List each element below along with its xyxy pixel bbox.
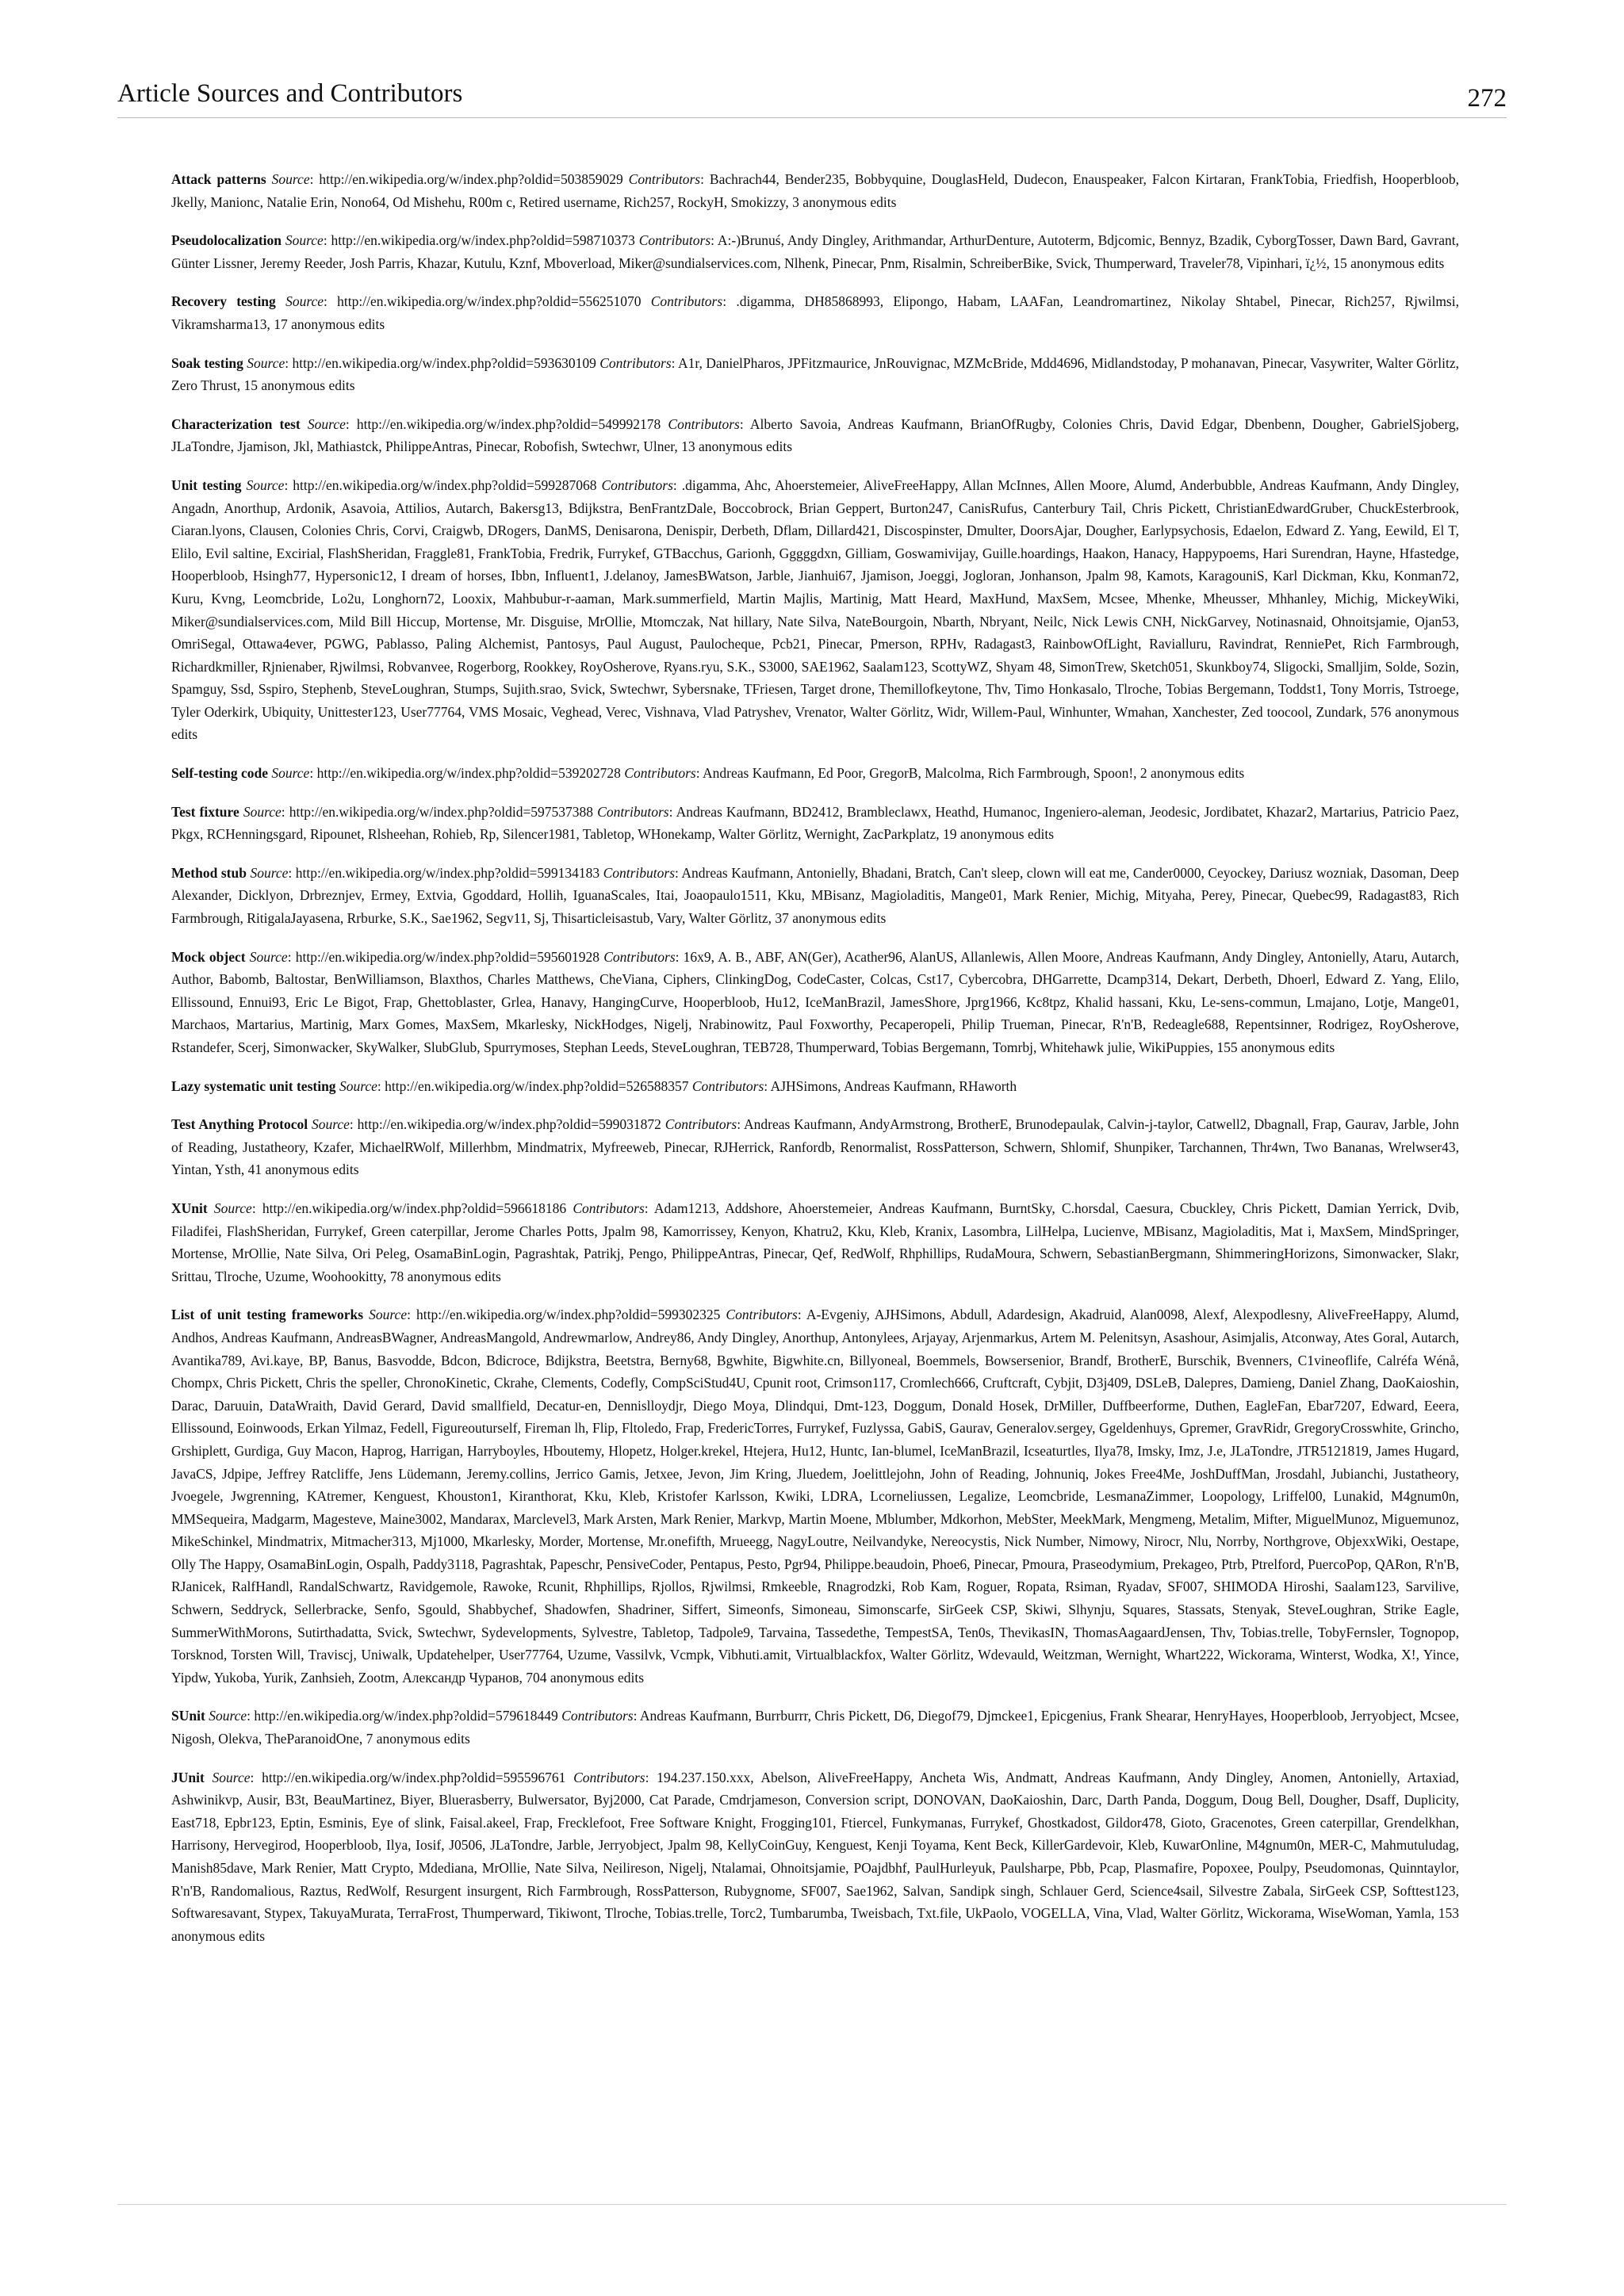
source-label: Source bbox=[307, 415, 346, 432]
source-url: http://en.wikipedia.org/w/index.php?oldid=596618186 bbox=[262, 1200, 567, 1216]
contributors-label: Contributors bbox=[668, 415, 740, 432]
article-entry: SUnit Source: http://en.wikipedia.org/w/index.php?oldid=579618449 Contributors: Andreas Kaufmann, Burrburrr, Chris Pickett, D6, Diegof79, Djmckee1, Epicgenius, Frank Shearar, HenryHayes, Hooperbloob, Jerryobject, Mcsee, Nigosh, Olekva, TheParanoidOne, 7 anonymous edits bbox=[171, 1708, 1459, 1747]
article-title: Soak testing bbox=[171, 354, 243, 371]
source-url: http://en.wikipedia.org/w/index.php?oldid=599287068 bbox=[293, 476, 597, 493]
article-entry: Lazy systematic unit testing Source: http://en.wikipedia.org/w/index.php?oldid=526588357 Contributors: AJHSimons, Andreas Kaufmann, RHaworth bbox=[171, 1077, 1017, 1094]
contributors-list: Adam1213, Addshore, Ahoerstemeier, Andreas Kaufmann, BurntSky, C.horsdal, Caesura, Cbuckley, Chris Pickett, Damian Yerrick, Dvib, Filadifei, FlashSheridan, Furrykef, Green caterpillar, Jerome Charles Potts, Jpalm 98, Kamorrissey, Kenyon, Khatru2, Kku, Kleb, Kranix, Lasombra, LilHelpa, Lucienve, MBisanz, Magioladitis, Mat i, MaxSem, MindSpringer, Mortense, MrOllie, Nate Silva, Ori Peleg, OsamaBinLogin, Pagrashtak, Patrikj, Pengo, PhilippeAntras, Pinecar, Qef, RedWolf, Rhphillips, RudaMoura, Schwern, SebastianBergmann, ShimmeringHorizons, Simonwacker, Slakr, Srittau, Tlroche, Uzume, Woohookitty, 78 anonymous edits bbox=[171, 1200, 1459, 1284]
article-title: Lazy systematic unit testing bbox=[171, 1077, 336, 1094]
contributors-list: 16x9, A. B., ABF, AN(Ger), Acather96, AlanUS, Allanlewis, Allen Moore, Andreas Kaufmann, Andy Dingley, Antonielly, Ataru, Autarch, Author, Babomb, Baltostar, BenWilliamson, Blaxthos, Charles Matthews, CheViana, Ciphers, ClinkingDog, CodeCaster, Colcas, Cst17, Cybercobra, DHGarrette, Dcamp314, Dekart, Derbeth, Dhoerl, Edward Z. Yang, Elilo, Ellissound, Ennui93, Eric Le Bigot, Frap, Ghettoblaster, Grlea, Hanavy, HangingCurve, Hooperbloob, Hu12, IceManBrazil, JamesShore, Jprg1966, Kc8tpz, Khalid hassani, Kku, Le-sens-commun, Lmajano, Lotje, Mange01, Marchaos, Martarius, Martinig, Marx Gomes, MaxSem, Mkarlesky, NickHodges, Nigelj, Nrabinowitz, Paul Foxworthy, Pecaperopeli, Philip Trueman, Pinecar, R'n'B, Redeagle688, Repentsinner, Rodrigez, RoyOsherove, Rstandefer, Scerj, Simonwacker, SkyWalker, SlubGlub, Spurrymoses, Stephan Leeds, SteveLoughran, TEB728, Thumperward, Tobias Bergemann, Tomrbj, Whitehawk julie, WikiPuppies, 155 anonymous edits bbox=[171, 948, 1459, 1055]
contributors-label: Contributors bbox=[603, 864, 676, 881]
contributors-list: Alberto Savoia, Andreas Kaufmann, BrianOfRugby, Colonies Chris, David Edgar, Dbenbenn, Dougher, GabrielSjoberg, JLaTondre, Jjamison, Jkl, Mathiastck, PhilippeAntras, Pinecar, Robofish, Swtechwr, Ulner, 13 anonymous edits bbox=[171, 415, 1459, 455]
source-label: Source bbox=[285, 293, 324, 310]
contributors-label: Contributors bbox=[599, 354, 672, 371]
source-url: http://en.wikipedia.org/w/index.php?oldid=526588357 bbox=[385, 1077, 689, 1094]
contributors-list: .digamma, DH85868993, Elipongo, Habam, LAAFan, Leandromartinez, Nikolay Shtabel, Pinecar, Rich257, Rjwilmsi, Vikramsharma13, 17 anonymous edits bbox=[171, 293, 1459, 332]
contributors-label: Contributors bbox=[601, 476, 673, 493]
source-url: http://en.wikipedia.org/w/index.php?oldid=549992178 bbox=[356, 415, 661, 432]
article-entry: Recovery testing Source: http://en.wikipedia.org/w/index.php?oldid=556251070 Contributors: .digamma, DH85868993, Elipongo, Habam, LAAFan, Leandromartinez, Nikolay Shtabel, Pinecar, Rich257, Rjwilmsi, Vikramsharma13, 17 anonymous edits bbox=[171, 293, 1459, 332]
contributors-list: A:-)Brunuś, Andy Dingley, Arithmandar, ArthurDenture, Autoterm, Bdjcomic, Bennyz, Bzadik, CyborgTosser, Dawn Bard, Gavrant, Günter Lissner, Jeremy Reeder, Josh Parris, Khazar, Kutulu, Kznf, Mboverload, Miker@sundialservices.com, Nlhenk, Pinecar, Pnm, Risalmin, SchreiberBike, Svick, Thumperward, Traveler78, Vipinhari, ï¿½, 15 anonymous edits bbox=[171, 232, 1459, 271]
contributors-label: Contributors bbox=[597, 803, 669, 820]
article-sources-list bbox=[171, 168, 1459, 1963]
source-label: Source bbox=[213, 1200, 252, 1216]
source-url: http://en.wikipedia.org/w/index.php?oldid=597537388 bbox=[289, 803, 594, 820]
source-label: Source bbox=[246, 476, 285, 493]
contributors-list: A-Evgeniy, AJHSimons, Abdull, Adardesign, Akadruid, Alan0098, Alexf, Alexpodlesny, AliveFreeHappy, Alumd, Andhos, Andreas Kaufmann, AndreasBWagner, AndreasMangold, Andrewmarlow, Andrey86, Andy Dingley, Anorthup, Antonylees, Arjayay, Arjenmarkus, Artem M. Pelenitsyn, Asashour, Asimjalis, Atconway, Ates Goral, Autarch, Avantika789, Avi.kaye, BP, Banus, Basvodde, Bdcon, Bdicroce, Bdijkstra, Beetstra, Berny68, Bgwhite, Bigwhite.cn, Billyoneal, Boemmels, Bowsersenior, Brandf, BrotherE, Burschik, Bvenners, C1vineoflife, Calréfa Wénå, Chompx, Chris Pickett, Chris the speller, ChronoKinetic, Ckrahe, Clements, Codefly, CompSciStud4U, Cpunit root, Crimson117, Cromlech666, Cruftcraft, Cybjit, D3j409, DSLeB, Dalepres, Damieng, Daniel Zhang, DaoKaioshin, Darac, Daruuin, DataWraith, David Gerard, David smallfield, Decatur-en, Dennislloydjr, Diego Moya, Dlindqui, Dmt-123, Doggum, Donald Hosek, DrMiller, Duffbeerforme, Duthen, EagleFan, Ebar7207, Edward, Eeera, Ellissound, Eoinwoods, Erkan Yilmaz, Fedell, Figureouturself, Fireman lh, Flip, Fltoledo, Frap, FredericTorres, Furrykef, Fuzlyssa, GabiS, Gaurav, Generalov.sergey, Ggeldenhuys, Gpremer, GravRidr, GregoryCrosswhite, Grincho, Grshiplett, Gurdiga, Guy Macon, Haprog, Harrigan, Harryboyles, Hboutemy, Hlopetz, Holger.krekel, Htejera, Hu12, Huntc, Ian-blumel, IceManBrazil, Icseaturtles, Ilya78, Imsky, Imz, J.e, JLaTondre, JTR5121819, James Hugard, JavaCS, Jdpipe, Jeffrey Ratcliffe, Jens Lüdemann, Jeremy.collins, Jerrico Gamis, Jetxee, Jevon, Jim Kring, Jluedem, Joelittlejohn, John of Reading, Johnuniq, Jokes Free4Me, JoshDuffMan, Jrosdahl, Jubianchi, Justatheory, Jvoegele, Jwgrenning, KAtremer, Kenguest, Khouston1, Kiranthorat, Kku, Kleb, Kristofer Karlsson, Kwiki, LDRA, Lcorneliussen, Legalize, Leomcbride, LesmanaZimmer, Loopology, Lriffel00, Lunakid, M4gnum0n, MMSequeira, Madgarm, Magesteve, Maine3002, Mandarax, Marclevel3, Mark Arsten, Mark Renier, Markvp, Martin Moene, Mblumber, Mdkorhon, MebSter, MeekMark, Mengmeng, Metalim, Mifter, MiguelMunoz, Miguemunoz, MikeSchinkel, Mindmatrix, Mitmacher313, Mj1000, Mkarlesky, Morder, Mortense, Mr.onefifth, Mrueegg, NagyLoutre, Neilvandyke, Nereocystis, Nick Number, Nimowy, Nirocr, Nlu, Norrby, Northgrove, ObjexxWiki, Oestape, Olly The Happy, OsamaBinLogin, Ospalh, Paddy3118, Pagrashtak, Papeschr, PensiveCoder, Pentapus, Pesto, Pgr94, Philippe.beaudoin, Phoe6, Pinecar, Pmoura, Praseodymium, Prekageo, Ptrb, Ptrelford, PuercoPop, QARon, R'n'B, RJanicek, RalfHandl, RandalSchwartz, Ravidgemole, Rawoke, Rcunit, Rhphillips, Rjollos, Rjwilmsi, Rmkeeble, Rnagrodzki, Rob Kam, Roguer, Ropata, Rsiman, Ryadav, SF007, SHIMODA Hiroshi, Saalam123, Sarvilive, Schwern, Seddryck, Sellerbracke, Senfo, Sgould, Shabbychef, Shadowfen, Shadriner, Siffert, Simeonfs, Simoneau, Simonscarfe, SirGeek CSP, Skiwi, Slhynju, Squares, Stassats, Stenyak, SteveLoughran, Strike Eagle, SummerWithMorons, Sutirthadatta, Svick, Swtechwr, Sydevelopments, Sylvestre, Tabletop, Tadpole9, Tarvaina, Tassedethe, TempestSA, Ten0s, ThevikasIN, ThomasAagaardJensen, Thv, Tobias.trelle, TobyFernsler, Tognopop, Torsknod, Torsten Will, Traviscj, Uniwalk, Updatehelper, User77764, Uzume, Vassilvk, Vcmpk, Vibhuti.amit, Virtualblackfox, Walter Görlitz, Wdevauld, Weitzman, Wernight, Whart222, Wickorama, Winterst, Wodka, X!, Yince, Yipdw, Yukoba, Yurik, Zanhsieh, Zootm, Александр Чуранов, 704 anonymous edits bbox=[171, 1307, 1460, 1686]
source-url: http://en.wikipedia.org/w/index.php?oldid=579618449 bbox=[254, 1708, 558, 1724]
source-url: http://en.wikipedia.org/w/index.php?oldid=539202728 bbox=[316, 765, 621, 782]
source-url: http://en.wikipedia.org/w/index.php?oldid=598710373 bbox=[331, 232, 635, 249]
source-label: Source bbox=[249, 948, 288, 965]
source-label: Source bbox=[271, 765, 310, 782]
source-label: Source bbox=[311, 1116, 350, 1133]
article-title: Unit testing bbox=[171, 476, 242, 493]
page-header bbox=[117, 78, 1507, 118]
article-title: XUnit bbox=[171, 1200, 208, 1216]
article-title: Attack patterns bbox=[171, 171, 266, 187]
contributors-label: Contributors bbox=[665, 1116, 737, 1133]
contributors-label: Contributors bbox=[628, 171, 701, 187]
article-entry: Test fixture Source: http://en.wikipedia.org/w/index.php?oldid=597537388 Contributors: Andreas Kaufmann, BD2412, Brambleclawx, Heathd, Humanoc, Ingeniero-aleman, Jeodesic, Jordibatet, Khazar2, Martarius, Patricio Paez, Pkgx, RCHenningsgard, Ripounet, Rlsheehan, Rohieb, Rp, Silencer1981, Tabletop, WHonekamp, Walter Görlitz, Wernight, ZacParkplatz, 19 anonymous edits bbox=[171, 803, 1460, 843]
source-label: Source bbox=[212, 1769, 251, 1785]
article-title: Recovery testing bbox=[171, 293, 276, 310]
contributors-list: Andreas Kaufmann, BD2412, Brambleclawx, Heathd, Humanoc, Ingeniero-aleman, Jeodesic, Jordibatet, Khazar2, Martarius, Patricio Paez, Pkgx, RCHenningsgard, Ripounet, Rlsheehan, Rohieb, Rp, Silencer1981, Tabletop, WHonekamp, Walter Görlitz, Wernight, ZacParkplatz, 19 anonymous edits bbox=[171, 803, 1460, 843]
contributors-label: Contributors bbox=[691, 1077, 764, 1094]
source-label: Source bbox=[285, 232, 324, 249]
source-url: http://en.wikipedia.org/w/index.php?oldid=599031872 bbox=[357, 1116, 661, 1133]
contributors-list: .digamma, Ahc, Ahoerstemeier, AliveFreeHappy, Allan McInnes, Allen Moore, Alumd, Anderbubble, Andreas Kaufmann, Andy Dingley, Angadn, Anorthup, Ardonik, Asavoia, Attilios, Autarch, Bakersg13, Bdijkstra, BenFrantzDale, Boccobrock, Brian Geppert, Burton247, CanisRufus, Canterbury Tail, Chris Pickett, ChristianEdwardGruber, ChuckEsterbrook, Ciaran.lyons, Clausen, Colonies Chris, Corvi, Craigwb, DRogers, DanMS, Denisarona, Denispir, Derbeth, Dflam, Dillard421, Discospinster, Dmulter, DoorsAjar, Dougher, Earlypsychosis, Edaelon, Edward Z. Yang, Eewild, El T, Elilo, Evil saltine, Excirial, FlashSheridan, Fraggle81, FrankTobia, Fredrik, Furrykef, GTBacchus, Garionh, Gggggdxn, Gilliam, Goswamivijay, Guille.hoardings, Haakon, Hanacy, Happypoems, Hari Surendran, Hayne, Hfastedge, Hooperbloob, Hsingh77, Hypersonic12, I dream of horses, Ibbn, Influent1, J.delanoy, JamesBWatson, Jarble, Jianhui67, Jjamison, Joeggi, Jogloran, Jonhanson, Jpalm 98, Kamots, KaragouniS, Karl Dickman, Kku, Konman72, Kuru, Kvng, Leomcbride, Lo2u, Longhorn72, Looxix, Mahbubur-r-aaman, Mark.summerfield, Martin Majlis, Martinig, Matt Heard, MaxHund, MaxSem, Mcsee, Mhenke, Mheusser, Mhhanley, Michig, MickeyWiki, Miker@sundialservices.com, Mild Bill Hiccup, Mortense, Mr. Disguise, MrOllie, Mtomczak, Nat hillary, Nate Silva, NateBourgoin, Nbarth, Nbryant, Neilc, Nick Lewis CNH, NickGarvey, Notinasnaid, Ohnoitsjamie, Ojan53, OmriSegal, Ottawa4ever, PGWG, Pablasso, Paling Alchemist, Pantosys, Paul August, Paulocheque, Pcb21, Pinecar, Pmerson, RPHv, Radagast3, RainbowOfLight, Ravialluru, Ravindrat, RenniePet, Rich Farmbrough, Richardkmiller, Rjnienaber, Rjwilmsi, Robvanvee, Rogerborg, Rookkey, RoyOsherove, Ryans.ryu, S.K., S3000, SAE1962, Saalam123, ScottyWZ, Shyam 48, SimonTrew, Sketch051, Skunkboy74, Sligocki, Smalljim, Solde, Sozin, Spamguy, Ssd, Sspiro, Stephenb, SteveLoughran, Stumps, Sujith.srao, Svick, Swtechwr, Sybersnake, TFriesen, Target drone, Themillofkeytone, Thv, Timo Honkasalo, Tlroche, Tobias Bergemann, Toddst1, Tony Morris, Tstroege, Tyler Oderkirk, Ubiquity, Unittester123, User77764, VMS Mosaic, Veghead, Verec, Vishnava, Vlad Patryshev, Vrenator, Walter Görlitz, Widr, Willem-Paul, Winhunter, Wmahan, Xanchester, Zed toocool, Zundark, 576 anonymous edits bbox=[171, 476, 1460, 743]
article-title: Method stub bbox=[171, 864, 247, 881]
article-title: SUnit bbox=[171, 1708, 205, 1724]
article-title: Mock object bbox=[171, 948, 246, 965]
contributors-list: 194.237.150.xxx, Abelson, AliveFreeHappy, Ancheta Wis, Andmatt, Andreas Kaufmann, Andy Dingley, Anomen, Antonielly, Artaxiad, Ashwinikvp, Ausir, B3t, BeauMartinez, Biyer, Bluerasberry, Bulwersator, Byj2000, Cat Parade, Cmdrjameson, Conversion script, DONOVAN, DaoKaioshin, Darc, Darth Panda, Doggum, Doug Bell, Dougher, Dsaff, Duplicity, East718, Epbr123, Eptin, Esminis, Eye of slink, Faisal.akeel, Frap, Frecklefoot, Free Software Knight, Frogging101, Ftiercel, Funkymanas, Furrykef, Ghostkadost, Gildor478, Gioto, Gracenotes, Green caterpillar, Grendelkhan, Harrisony, Hervegirod, Hooperbloob, Ilya, Iosif, J0506, JLaTondre, Jarble, Jerryobject, Jpalm 98, KellyCoinGuy, Kenguest, Kenji Toyama, Kent Beck, KillerGardevoir, Kleb, KuwarOnline, M4gnum0n, MER-C, Mahmutuludag, Manish85dave, Mark Renier, Matt Crypto, Mdediana, MrOllie, Nate Silva, Neilireson, Nigelj, Ntalamai, Ohnoitsjamie, POajdbhf, PaulHurleyuk, Paulsharpe, Pbb, Pcap, Plasmafire, Popoxee, Poulpy, Pseudomonas, Quinntaylor, R'n'B, Randomalious, Raztus, RedWolf, Resurgent insurgent, Rich Farmbrough, RossPatterson, Rubygnome, SF007, Sae1962, Salvan, Sandipk singh, Schlauer Gerd, Science4sail, Silvestre Zabala, SirGeek CSP, Softtest123, Softwaresavant, Stypex, TakuyaMurata, TerraFrost, Thumperward, Tikiwont, Tlroche, Tobias.trelle, Torc2, Tumbarumba, Tweisbach, Txt.file, UkPaolo, VOGELLA, Vina, Vlad, Walter Görlitz, Wickorama, WiseWoman, Yamla, 153 anonymous edits bbox=[171, 1769, 1460, 1944]
contributors-label: Contributors bbox=[624, 765, 696, 782]
source-label: Source bbox=[339, 1077, 377, 1094]
source-label: Source bbox=[243, 803, 282, 820]
article-entry: Characterization test Source: http://en.wikipedia.org/w/index.php?oldid=549992178 Contributors: Alberto Savoia, Andreas Kaufmann, BrianOfRugby, Colonies Chris, David Edgar, Dbenbenn, Dougher, GabrielSjoberg, JLaTondre, Jjamison, Jkl, Mathiastck, PhilippeAntras, Pinecar, Robofish, Swtechwr, Ulner, 13 anonymous edits bbox=[171, 415, 1459, 455]
contributors-list: Andreas Kaufmann, Burrburrr, Chris Pickett, D6, Diegof79, Djmckee1, Epicgenius, Frank Shearar, HenryHayes, Hooperbloob, Jerryobject, Mcsee, Nigosh, Olekva, TheParanoidOne, 7 anonymous edits bbox=[171, 1708, 1459, 1747]
source-url: http://en.wikipedia.org/w/index.php?oldid=595601928 bbox=[295, 948, 600, 965]
contributors-label: Contributors bbox=[573, 1200, 645, 1216]
page-number: 272 bbox=[1467, 84, 1507, 113]
article-entry: Attack patterns Source: http://en.wikipedia.org/w/index.php?oldid=503859029 Contributors: Bachrach44, Bender235, Bobbyquine, DouglasHeld, Dudecon, Enauspeaker, Falcon Kirtaran, FrankTobia, Friedfish, Hooperbloob, Jkelly, Manionc, Natalie Erin, Nono64, Od Mishehu, R00m c, Retired username, Rich257, RockyH, Smokizzy, 3 anonymous edits bbox=[171, 171, 1459, 210]
source-label: Source bbox=[271, 171, 310, 187]
article-title: Test fixture bbox=[171, 803, 239, 820]
article-title: Test Anything Protocol bbox=[171, 1116, 308, 1133]
source-url: http://en.wikipedia.org/w/index.php?oldid=595596761 bbox=[262, 1769, 566, 1785]
article-title: Self-testing code bbox=[171, 765, 268, 782]
contributors-label: Contributors bbox=[726, 1307, 798, 1323]
contributors-label: Contributors bbox=[638, 232, 711, 249]
article-title: List of unit testing frameworks bbox=[171, 1307, 364, 1323]
source-url: http://en.wikipedia.org/w/index.php?oldid=556251070 bbox=[337, 293, 642, 310]
source-url: http://en.wikipedia.org/w/index.php?oldid=599134183 bbox=[295, 864, 600, 881]
article-entry: Soak testing Source: http://en.wikipedia.org/w/index.php?oldid=593630109 Contributors: A1r, DanielPharos, JPFitzmaurice, JnRouvignac, MZMcBride, Mdd4696, Midlandstoday, P mohanavan, Pinecar, Vasywriter, Walter Görlitz, Zero Thrust, 15 anonymous edits bbox=[171, 354, 1460, 394]
article-entry: Pseudolocalization Source: http://en.wikipedia.org/w/index.php?oldid=598710373 Contributors: A:-)Brunuś, Andy Dingley, Arithmandar, ArthurDenture, Autoterm, Bdjcomic, Bennyz, Bzadik, CyborgTosser, Dawn Bard, Gavrant, Günter Lissner, Jeremy Reeder, Josh Parris, Khazar, Kutulu, Kznf, Mboverload, Miker@sundialservices.com, Nlhenk, Pinecar, Pnm, Risalmin, SchreiberBike, Svick, Thumperward, Traveler78, Vipinhari, ï¿½, 15 anonymous edits bbox=[171, 232, 1459, 271]
contributors-list: Andreas Kaufmann, Ed Poor, GregorB, Malcolma, Rich Farmbrough, Spoon!, 2 anonymous edits bbox=[703, 765, 1245, 782]
page-title: Article Sources and Contributors bbox=[117, 79, 463, 108]
source-url: http://en.wikipedia.org/w/index.php?oldid=599302325 bbox=[416, 1307, 721, 1323]
source-label: Source bbox=[369, 1307, 408, 1323]
contributors-list: Andreas Kaufmann, AndyArmstrong, BrotherE, Brunodepaulak, Calvin-j-taylor, Catwell2, Dbagnall, Frap, Gaurav, Jarble, John of Reading, Justatheory, Kzafer, MichaelRWolf, Millerhbm, Mindmatrix, Myfreeweb, Pinecar, RJHerrick, Ranfordb, Renormalist, RossPatterson, Schwern, Shlomif, Shunpiker, Tarchannen, Thr4wn, Two Bananas, Wrelwser43, Yintan, Ysth, 41 anonymous edits bbox=[171, 1116, 1459, 1178]
article-entry: Unit testing Source: http://en.wikipedia.org/w/index.php?oldid=599287068 Contributors: .digamma, Ahc, Ahoerstemeier, AliveFreeHappy, Allan McInnes, Allen Moore, Alumd, Anderbubble, Andreas Kaufmann, Andy Dingley, Angadn, Anorthup, Ardonik, Asavoia, Attilios, Autarch, Bakersg13, Bdijkstra, BenFrantzDale, Boccobrock, Brian Geppert, Burton247, CanisRufus, Canterbury Tail, Chris Pickett, ChristianEdwardGruber, ChuckEsterbrook, Ciaran.lyons, Clausen, Colonies Chris, Corvi, Craigwb, DRogers, DanMS, Denisarona, Denispir, Derbeth, Dflam, Dillard421, Discospinster, Dmulter, DoorsAjar, Dougher, Earlypsychosis, Edaelon, Edward Z. Yang, Eewild, El T, Elilo, Evil saltine, Excirial, FlashSheridan, Fraggle81, FrankTobia, Fredrik, Furrykef, GTBacchus, Garionh, Gggggdxn, Gilliam, Goswamivijay, Guille.hoardings, Haakon, Hanacy, Happypoems, Hari Surendran, Hayne, Hfastedge, Hooperbloob, Hsingh77, Hypersonic12, I dream of horses, Ibbn, Influent1, J.delanoy, JamesBWatson, Jarble, Jianhui67, Jjamison, Joeggi, Jogloran, Jonhanson, Jpalm 98, Kamots, KaragouniS, Karl Dickman, Kku, Konman72, Kuru, Kvng, Leomcbride, Lo2u, Longhorn72, Looxix, Mahbubur-r-aaman, Mark.summerfield, Martin Majlis, Martinig, Matt Heard, MaxHund, MaxSem, Mcsee, Mhenke, Mheusser, Mhhanley, Michig, MickeyWiki, Miker@sundialservices.com, Mild Bill Hiccup, Mortense, Mr. Disguise, MrOllie, Mtomczak, Nat hillary, Nate Silva, NateBourgoin, Nbarth, Nbryant, Neilc, Nick Lewis CNH, NickGarvey, Notinasnaid, Ohnoitsjamie, Ojan53, OmriSegal, Ottawa4ever, PGWG, Pablasso, Paling Alchemist, Pantosys, Paul August, Paulocheque, Pcb21, Pinecar, Pmerson, RPHv, Radagast3, RainbowOfLight, Ravialluru, Ravindrat, RenniePet, Rich Farmbrough, Richardkmiller, Rjnienaber, Rjwilmsi, Robvanvee, Rogerborg, Rookkey, RoyOsherove, Ryans.ryu, S.K., S3000, SAE1962, Saalam123, ScottyWZ, Shyam 48, SimonTrew, Sketch051, Skunkboy74, Sligocki, Smalljim, Solde, Sozin, Spamguy, Ssd, Sspiro, Stephenb, SteveLoughran, Stumps, Sujith.srao, Svick, Swtechwr, Sybersnake, TFriesen, Target drone, Themillofkeytone, Thv, Timo Honkasalo, Tlroche, Tobias Bergemann, Toddst1, Tony Morris, Tstroege, Tyler Oderkirk, Ubiquity, Unittester123, User77764, VMS Mosaic, Veghead, Verec, Vishnava, Vlad Patryshev, Vrenator, Walter Görlitz, Widr, Willem-Paul, Winhunter, Wmahan, Xanchester, Zed toocool, Zundark, 576 anonymous edits bbox=[171, 476, 1460, 743]
source-label: Source bbox=[250, 864, 289, 881]
article-title: JUnit bbox=[171, 1769, 205, 1785]
article-entry: Self-testing code Source: http://en.wikipedia.org/w/index.php?oldid=539202728 Contributors: Andreas Kaufmann, Ed Poor, GregorB, Malcolma, Rich Farmbrough, Spoon!, 2 anonymous edits bbox=[171, 765, 1245, 782]
article-title: Characterization test bbox=[171, 415, 301, 432]
contributors-list: A1r, DanielPharos, JPFitzmaurice, JnRouvignac, MZMcBride, Mdd4696, Midlandstoday, P mohanavan, Pinecar, Vasywriter, Walter Görlitz, Zero Thrust, 15 anonymous edits bbox=[171, 354, 1460, 394]
article-entry: XUnit Source: http://en.wikipedia.org/w/index.php?oldid=596618186 Contributors: Adam1213, Addshore, Ahoerstemeier, Andreas Kaufmann, BurntSky, C.horsdal, Caesura, Cbuckley, Chris Pickett, Damian Yerrick, Dvib, Filadifei, FlashSheridan, Furrykef, Green caterpillar, Jerome Charles Potts, Jpalm 98, Kamorrissey, Kenyon, Khatru2, Kku, Kleb, Kranix, Lasombra, LilHelpa, Lucienve, MBisanz, Magioladitis, Mat i, MaxSem, MindSpringer, Mortense, MrOllie, Nate Silva, Ori Peleg, OsamaBinLogin, Pagrashtak, Patrikj, Pengo, PhilippeAntras, Pinecar, Qef, RedWolf, Rhphillips, RudaMoura, Schwern, SebastianBergmann, ShimmeringHorizons, Simonwacker, Slakr, Srittau, Tlroche, Uzume, Woohookitty, 78 anonymous edits bbox=[171, 1200, 1459, 1284]
contributors-list: AJHSimons, Andreas Kaufmann, RHaworth bbox=[770, 1077, 1017, 1094]
contributors-label: Contributors bbox=[603, 948, 676, 965]
article-entry: Mock object Source: http://en.wikipedia.org/w/index.php?oldid=595601928 Contributors: 16x9, A. B., ABF, AN(Ger), Acather96, AlanUS, Allanlewis, Allen Moore, Andreas Kaufmann, Andy Dingley, Antonielly, Ataru, Autarch, Author, Babomb, Baltostar, BenWilliamson, Blaxthos, Charles Matthews, CheViana, Ciphers, ClinkingDog, CodeCaster, Colcas, Cst17, Cybercobra, DHGarrette, Dcamp314, Dekart, Derbeth, Dhoerl, Edward Z. Yang, Elilo, Ellissound, Ennui93, Eric Le Bigot, Frap, Ghettoblaster, Grlea, Hanavy, HangingCurve, Hooperbloob, Hu12, IceManBrazil, JamesShore, Jprg1966, Kc8tpz, Khalid hassani, Kku, Le-sens-commun, Lmajano, Lotje, Mange01, Marchaos, Martarius, Martinig, Marx Gomes, MaxSem, Mkarlesky, NickHodges, Nigelj, Nrabinowitz, Paul Foxworthy, Pecaperopeli, Philip Trueman, Pinecar, R'n'B, Redeagle688, Repentsinner, Rodrigez, RoyOsherove, Rstandefer, Scerj, Simonwacker, SkyWalker, SlubGlub, Spurrymoses, Stephan Leeds, SteveLoughran, TEB728, Thumperward, Tobias Bergemann, Tomrbj, Whitehawk julie, WikiPuppies, 155 anonymous edits bbox=[171, 948, 1459, 1055]
contributors-list: Andreas Kaufmann, Antonielly, Bhadani, Bratch, Can't sleep, clown will eat me, Cander0000, Ceyockey, Dariusz wozniak, Dasoman, Deep Alexander, Dicklyon, Drbreznjev, Ermey, Extvia, Ggoddard, Hollih, IguanaScales, Itai, Joaopaulo1511, Kku, MBisanz, Magioladitis, Mange01, Mark Renier, Michig, Mityaha, Perey, Pinecar, Quebec99, Radagast83, Rich Farmbrough, RitigalaJayasena, Rrburke, S.K., Sae1962, Segv11, Sj, Thisarticleisastub, Vary, Walter Görlitz, 37 anonymous edits bbox=[171, 864, 1459, 927]
article-entry: Test Anything Protocol Source: http://en.wikipedia.org/w/index.php?oldid=599031872 Contributors: Andreas Kaufmann, AndyArmstrong, BrotherE, Brunodepaulak, Calvin-j-taylor, Catwell2, Dbagnall, Frap, Gaurav, Jarble, John of Reading, Justatheory, Kzafer, MichaelRWolf, Millerhbm, Mindmatrix, Myfreeweb, Pinecar, RJHerrick, Ranfordb, Renormalist, RossPatterson, Schwern, Shlomif, Shunpiker, Tarchannen, Thr4wn, Two Bananas, Wrelwser43, Yintan, Ysth, 41 anonymous edits bbox=[171, 1116, 1459, 1178]
contributors-list: Bachrach44, Bender235, Bobbyquine, DouglasHeld, Dudecon, Enauspeaker, Falcon Kirtaran, FrankTobia, Friedfish, Hooperbloob, Jkelly, Manionc, Natalie Erin, Nono64, Od Mishehu, R00m c, Retired username, Rich257, RockyH, Smokizzy, 3 anonymous edits bbox=[171, 171, 1459, 210]
source-label: Source bbox=[247, 354, 285, 371]
source-url: http://en.wikipedia.org/w/index.php?oldid=593630109 bbox=[292, 354, 596, 371]
article-entry: List of unit testing frameworks Source: http://en.wikipedia.org/w/index.php?oldid=599302325 Contributors: A-Evgeniy, AJHSimons, Abdull, Adardesign, Akadruid, Alan0098, Alexf, Alexpodlesny, AliveFreeHappy, Alumd, Andhos, Andreas Kaufmann, AndreasBWagner, AndreasMangold, Andrewmarlow, Andrey86, Andy Dingley, Anorthup, Antonylees, Arjayay, Arjenmarkus, Artem M. Pelenitsyn, Asashour, Asimjalis, Atconway, Ates Goral, Autarch, Avantika789, Avi.kaye, BP, Banus, Basvodde, Bdcon, Bdicroce, Bdijkstra, Beetstra, Berny68, Bgwhite, Bigwhite.cn, Billyoneal, Boemmels, Bowsersenior, Brandf, BrotherE, Burschik, Bvenners, C1vineoflife, Calréfa Wénå, Chompx, Chris Pickett, Chris the speller, ChronoKinetic, Ckrahe, Clements, Codefly, CompSciStud4U, Cpunit root, Crimson117, Cromlech666, Cruftcraft, Cybjit, D3j409, DSLeB, Dalepres, Damieng, Daniel Zhang, DaoKaioshin, Darac, Daruuin, DataWraith, David Gerard, David smallfield, Decatur-en, Dennislloydjr, Diego Moya, Dlindqui, Dmt-123, Doggum, Donald Hosek, DrMiller, Duffbeerforme, Duthen, EagleFan, Ebar7207, Edward, Eeera, Ellissound, Eoinwoods, Erkan Yilmaz, Fedell, Figureouturself, Fireman lh, Flip, Fltoledo, Frap, FredericTorres, Furrykef, Fuzlyssa, GabiS, Gaurav, Generalov.sergey, Ggeldenhuys, Gpremer, GravRidr, GregoryCrosswhite, Grincho, Grshiplett, Gurdiga, Guy Macon, Haprog, Harrigan, Harryboyles, Hboutemy, Hlopetz, Holger.krekel, Htejera, Hu12, Huntc, Ian-blumel, IceManBrazil, Icseaturtles, Ilya78, Imsky, Imz, J.e, JLaTondre, JTR5121819, James Hugard, JavaCS, Jdpipe, Jeffrey Ratcliffe, Jens Lüdemann, Jeremy.collins, Jerrico Gamis, Jetxee, Jevon, Jim Kring, Jluedem, Joelittlejohn, John of Reading, Johnuniq, Jokes Free4Me, JoshDuffMan, Jrosdahl, Jubianchi, Justatheory, Jvoegele, Jwgrenning, KAtremer, Kenguest, Khouston1, Kiranthorat, Kku, Kleb, Kristofer Karlsson, Kwiki, LDRA, Lcorneliussen, Legalize, Leomcbride, LesmanaZimmer, Loopology, Lriffel00, Lunakid, M4gnum0n, MMSequeira, Madgarm, Magesteve, Maine3002, Mandarax, Marclevel3, Mark Arsten, Mark Renier, Markvp, Martin Moene, Mblumber, Mdkorhon, MebSter, MeekMark, Mengmeng, Metalim, Mifter, MiguelMunoz, Miguemunoz, MikeSchinkel, Mindmatrix, Mitmacher313, Mj1000, Mkarlesky, Morder, Mortense, Mr.onefifth, Mrueegg, NagyLoutre, Neilvandyke, Nereocystis, Nick Number, Nimowy, Nirocr, Nlu, Norrby, Northgrove, ObjexxWiki, Oestape, Olly The Happy, OsamaBinLogin, Ospalh, Paddy3118, Pagrashtak, Papeschr, PensiveCoder, Pentapus, Pesto, Pgr94, Philippe.beaudoin, Phoe6, Pinecar, Pmoura, Praseodymium, Prekageo, Ptrb, Ptrelford, PuercoPop, QARon, R'n'B, RJanicek, RalfHandl, RandalSchwartz, Ravidgemole, Rawoke, Rcunit, Rhphillips, Rjollos, Rjwilmsi, Rmkeeble, Rnagrodzki, Rob Kam, Roguer, Ropata, Rsiman, Ryadav, SF007, SHIMODA Hiroshi, Saalam123, Sarvilive, Schwern, Seddryck, Sellerbracke, Senfo, Sgould, Shabbychef, Shadowfen, Shadriner, Siffert, Simeonfs, Simoneau, Simonscarfe, SirGeek CSP, Skiwi, Slhynju, Squares, Stassats, Stenyak, SteveLoughran, Strike Eagle, SummerWithMorons, Sutirthadatta, Svick, Swtechwr, Sydevelopments, Sylvestre, Tabletop, Tadpole9, Tarvaina, Tassedethe, TempestSA, Ten0s, ThevikasIN, ThomasAagaardJensen, Thv, Tobias.trelle, TobyFernsler, Tognopop, Torsknod, Torsten Will, Traviscj, Uniwalk, Updatehelper, User77764, Uzume, Vassilvk, Vcmpk, Vibhuti.amit, Virtualblackfox, Walter Görlitz, Wdevauld, Weitzman, Wernight, Whart222, Wickorama, Winterst, Wodka, X!, Yince, Yipdw, Yukoba, Yurik, Zanhsieh, Zootm, Александр Чуранов, 704 anonymous edits bbox=[171, 1307, 1460, 1686]
source-label: Source bbox=[209, 1708, 247, 1724]
article-entry: Method stub Source: http://en.wikipedia.org/w/index.php?oldid=599134183 Contributors: Andreas Kaufmann, Antonielly, Bhadani, Bratch, Can't sleep, clown will eat me, Cander0000, Ceyockey, Dariusz wozniak, Dasoman, Deep Alexander, Dicklyon, Drbreznjev, Ermey, Extvia, Ggoddard, Hollih, IguanaScales, Itai, Joaopaulo1511, Kku, MBisanz, Magioladitis, Mange01, Mark Renier, Michig, Mityaha, Perey, Pinecar, Quebec99, Radagast83, Rich Farmbrough, RitigalaJayasena, Rrburke, S.K., Sae1962, Segv11, Sj, Thisarticleisastub, Vary, Walter Görlitz, 37 anonymous edits bbox=[171, 864, 1459, 927]
article-title: Pseudolocalization bbox=[171, 232, 282, 249]
contributors-label: Contributors bbox=[573, 1769, 645, 1785]
footer-divider bbox=[117, 2204, 1507, 2205]
contributors-label: Contributors bbox=[650, 293, 723, 310]
contributors-label: Contributors bbox=[561, 1708, 634, 1724]
source-url: http://en.wikipedia.org/w/index.php?oldid=503859029 bbox=[319, 171, 623, 187]
article-entry: JUnit Source: http://en.wikipedia.org/w/index.php?oldid=595596761 Contributors: 194.237.150.xxx, Abelson, AliveFreeHappy, Ancheta Wis, Andmatt, Andreas Kaufmann, Andy Dingley, Anomen, Antonielly, Artaxiad, Ashwinikvp, Ausir, B3t, BeauMartinez, Biyer, Bluerasberry, Bulwersator, Byj2000, Cat Parade, Cmdrjameson, Conversion script, DONOVAN, DaoKaioshin, Darc, Darth Panda, Doggum, Doug Bell, Dougher, Dsaff, Duplicity, East718, Epbr123, Eptin, Esminis, Eye of slink, Faisal.akeel, Frap, Frecklefoot, Free Software Knight, Frogging101, Ftiercel, Funkymanas, Furrykef, Ghostkadost, Gildor478, Gioto, Gracenotes, Green caterpillar, Grendelkhan, Harrisony, Hervegirod, Hooperbloob, Ilya, Iosif, J0506, JLaTondre, Jarble, Jerryobject, Jpalm 98, KellyCoinGuy, Kenguest, Kenji Toyama, Kent Beck, KillerGardevoir, Kleb, KuwarOnline, M4gnum0n, MER-C, Mahmutuludag, Manish85dave, Mark Renier, Matt Crypto, Mdediana, MrOllie, Nate Silva, Neilireson, Nigelj, Ntalamai, Ohnoitsjamie, POajdbhf, PaulHurleyuk, Paulsharpe, Pbb, Pcap, Plasmafire, Popoxee, Poulpy, Pseudomonas, Quinntaylor, R'n'B, Randomalious, Raztus, RedWolf, Resurgent insurgent, Rich Farmbrough, RossPatterson, Rubygnome, SF007, Sae1962, Salvan, Sandipk singh, Schlauer Gerd, Science4sail, Silvestre Zabala, SirGeek CSP, Softtest123, Softwaresavant, Stypex, TakuyaMurata, TerraFrost, Thumperward, Tikiwont, Tlroche, Tobias.trelle, Torc2, Tumbarumba, Tweisbach, Txt.file, UkPaolo, VOGELLA, Vina, Vlad, Walter Görlitz, Wickorama, WiseWoman, Yamla, 153 anonymous edits bbox=[171, 1769, 1460, 1944]
